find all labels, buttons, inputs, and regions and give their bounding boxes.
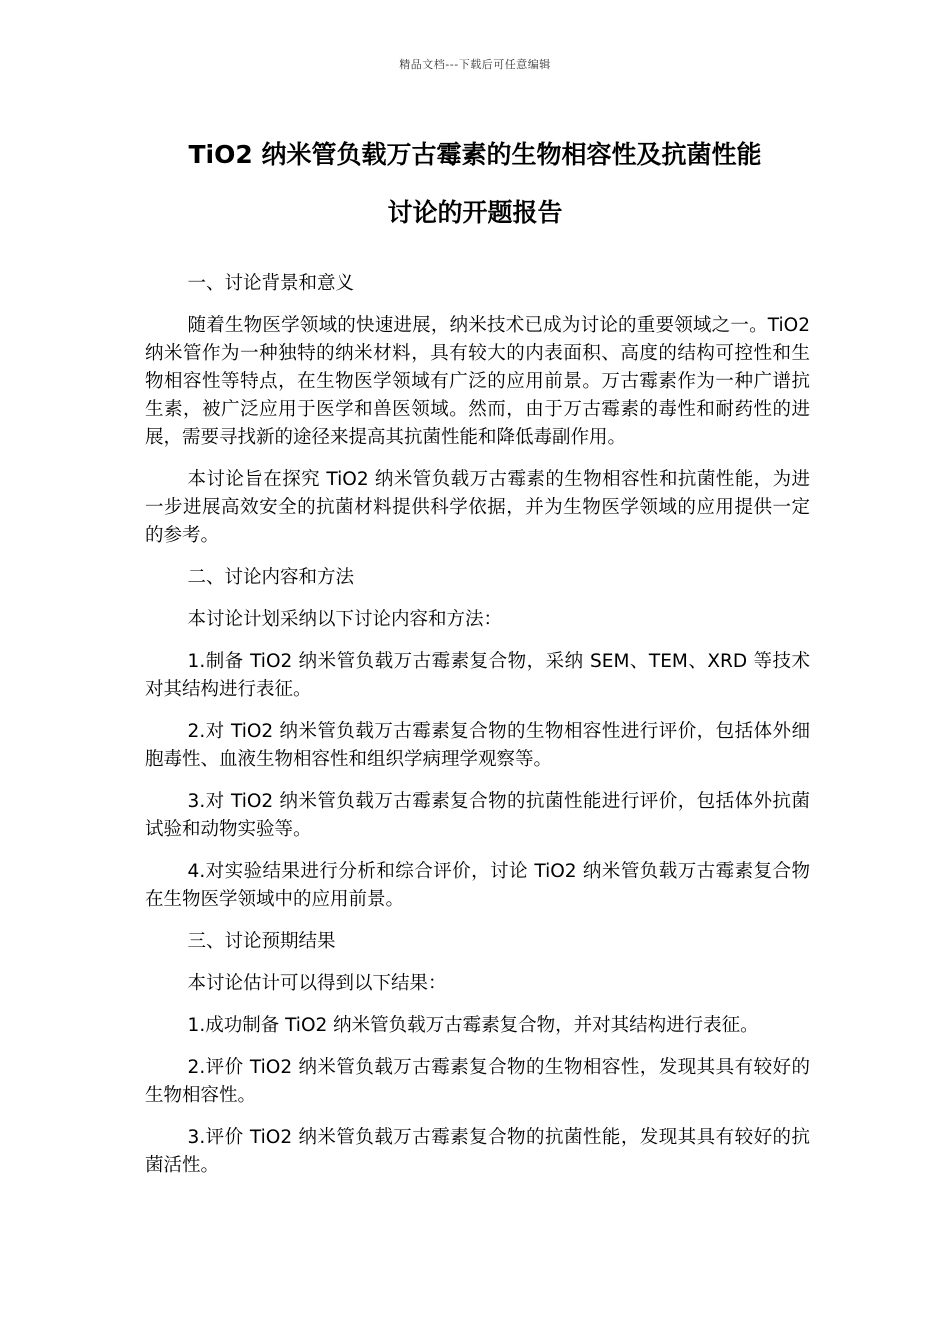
paragraph: 本讨论估计可以得到以下结果： xyxy=(187,973,447,994)
list-item: 2.评价 TiO2 纳米管负载万古霉素复合物的生物相容性，发现其具有较好的生物相容性。 xyxy=(145,1057,810,1106)
document-title-line-2: 讨论的开题报告 xyxy=(387,198,563,227)
section-heading: 一、讨论背景和意义 xyxy=(187,273,355,294)
section-expected-results xyxy=(145,928,810,1180)
section-content-methods xyxy=(145,564,810,914)
document-title-line-1: TiO2 纳米管负载万古霉素的生物相容性及抗菌性能 xyxy=(188,140,762,169)
document-body xyxy=(145,270,810,1194)
list-item: 1.制备 TiO2 纳米管负载万古霉素复合物，采纳 SEM、TEM、XRD 等技术对其结构进行表征。 xyxy=(145,651,810,700)
section-heading: 三、讨论预期结果 xyxy=(187,931,336,952)
list-item: 2.对 TiO2 纳米管负载万古霉素复合物的生物相容性进行评价，包括体外细胞毒性、血液生物相容性和组织学病理学观察等。 xyxy=(145,721,810,770)
paragraph: 随着生物医学领域的快速进展，纳米技术已成为讨论的重要领域之一。TiO2 纳米管作为一种独特的纳米材料，具有较大的内表面积、高度的结构可控性和生物相容性等特点，在生物医学领域有广泛的应用前景。万古霉素作为一种广谱抗生素，被广泛应用于医学和兽医领域。然而，由于万古霉素的毒性和耐药性的进展，需要寻找新的途径来提高其抗菌性能和降低毒副作用。 xyxy=(145,315,810,448)
section-background xyxy=(145,270,810,550)
list-item: 4.对实验结果进行分析和综合评价，讨论 TiO2 纳米管负载万古霉素复合物在生物医学领域中的应用前景。 xyxy=(145,861,810,910)
list-item: 3.评价 TiO2 纳米管负载万古霉素复合物的抗菌性能，发现其具有较好的抗菌活性。 xyxy=(145,1127,810,1176)
paragraph: 本讨论计划采纳以下讨论内容和方法： xyxy=(187,609,503,630)
section-heading: 二、讨论内容和方法 xyxy=(187,567,355,588)
list-item: 3.对 TiO2 纳米管负载万古霉素复合物的抗菌性能进行评价，包括体外抗菌试验和动物实验等。 xyxy=(145,791,810,840)
paragraph: 本讨论旨在探究 TiO2 纳米管负载万古霉素的生物相容性和抗菌性能，为进一步进展高效安全的抗菌材料提供科学依据，并为生物医学领域的应用提供一定的参考。 xyxy=(145,469,810,546)
header-note: 精品文档---下载后可任意编辑 xyxy=(399,58,551,71)
list-item: 1.成功制备 TiO2 纳米管负载万古霉素复合物，并对其结构进行表征。 xyxy=(187,1015,759,1036)
